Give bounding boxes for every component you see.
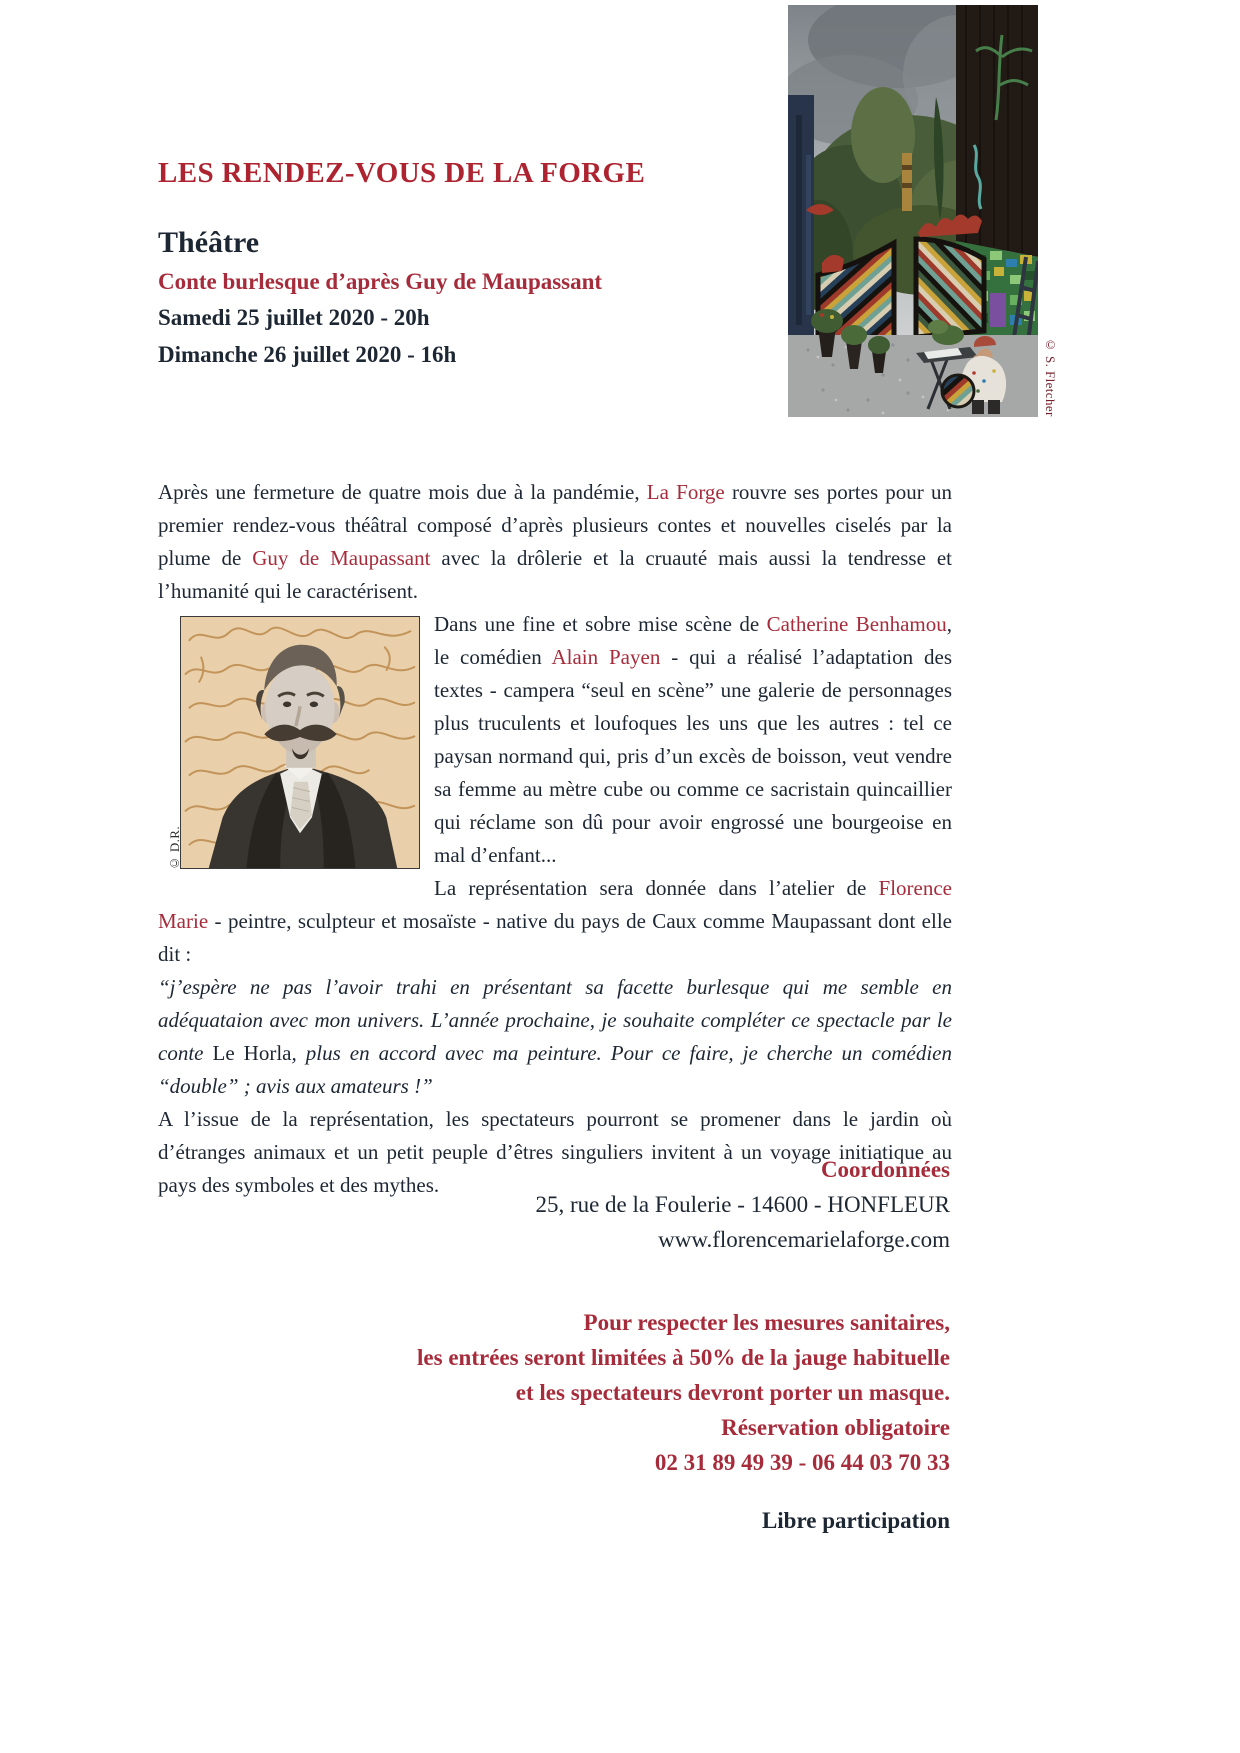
notice-line-3: et les spectateurs devront porter un masque. xyxy=(515,1380,950,1405)
photo-credit-fletcher: © S. Fletcher xyxy=(1043,337,1058,417)
garden-photo-credit-wrap xyxy=(1042,5,1058,417)
notice-phone-numbers: 02 31 89 49 39 - 06 44 03 70 33 xyxy=(654,1450,950,1475)
maupassant-portrait-photo xyxy=(158,616,422,873)
article-body xyxy=(158,476,952,1202)
notice-line-4: Réservation obligatoire xyxy=(721,1415,950,1440)
garden-photo-illustration xyxy=(788,5,1038,417)
notice-line-2: les entrées seront limitées à 50% de la jauge habituelle xyxy=(417,1345,950,1370)
notice-line-1: Pour respecter les mesures sanitaires, xyxy=(583,1310,950,1335)
participation-note: Libre participation xyxy=(761,1508,950,1533)
contact-website: www.florencemarielaforge.com xyxy=(658,1227,950,1252)
paragraph-show-text: Dans une fine et sobre mise scène de Catherine Benhamou, le comédien Alain Payen - qui a réalisé l’adaptation des textes - campera “seul en scène” une galerie de personnages plus truculents et loufoques les uns que les autres : tel ce paysan normand qui, pris d’un excès de boisson, veut vendre sa femme au mètre cube ou comme ce sacristain quincaillier qui réclame son dû pour avoir engrossé une bourgeoise en mal d’enfant... La représentation sera donnée dans l’atelier de Florence Marie - peintre, sculpteur et mosaïste - native du pays de Caux comme Maupassant dont elle dit : xyxy=(158,612,952,966)
event-date-2: Dimanche 26 juillet 2020 - 16h xyxy=(158,342,457,367)
portrait-photo-illustration xyxy=(180,616,420,869)
page-title: LES RENDEZ-VOUS DE LA FORGE xyxy=(158,157,646,189)
contact-heading: Coordonnées xyxy=(820,1157,950,1182)
event-date-1: Samedi 25 juillet 2020 - 20h xyxy=(158,305,430,330)
paragraph-intro: Après une fermeture de quatre mois due à la pandémie, La Forge rouvre ses portes pour un premier rendez-vous théâtral composé d’après plusieurs contes et nouvelles ciselés par la plume de Guy de Maupassant avec la drôlerie et la cruauté mais aussi la tendresse et l’humanité qui le caractérisent. xyxy=(158,480,952,603)
event-category: Théâtre xyxy=(158,226,260,259)
artist-quote: “j’espère ne pas l’avoir trahi en présentant sa facette burlesque qui me semble en adéquataion avec mon univers. L’année prochaine, je souhaite compléter ce spectacle par le conte Le Horla, plus en accord avec ma peinture. Pour ce faire, je cherche un comédien “double” ; avis aux amateurs !” xyxy=(158,975,952,1098)
event-subtitle: Conte burlesque d’après Guy de Maupassant xyxy=(158,269,603,294)
la-forge-garden-photo xyxy=(788,5,1038,417)
contact-address: 25, rue de la Foulerie - 14600 - HONFLEUR xyxy=(535,1192,950,1217)
paragraph-garden: A l’issue de la représentation, les spectateurs pourront se promener dans le jardin où d’étranges animaux et un petit peuple d’êtres singuliers invitent à un voyage initiatique au pays des symboles et des mythes. xyxy=(158,1107,952,1197)
photo-credit-dr: © D.R. xyxy=(167,825,182,871)
contact-block xyxy=(158,1152,950,1257)
sanitary-notice xyxy=(158,1305,950,1480)
header-block xyxy=(158,157,778,369)
